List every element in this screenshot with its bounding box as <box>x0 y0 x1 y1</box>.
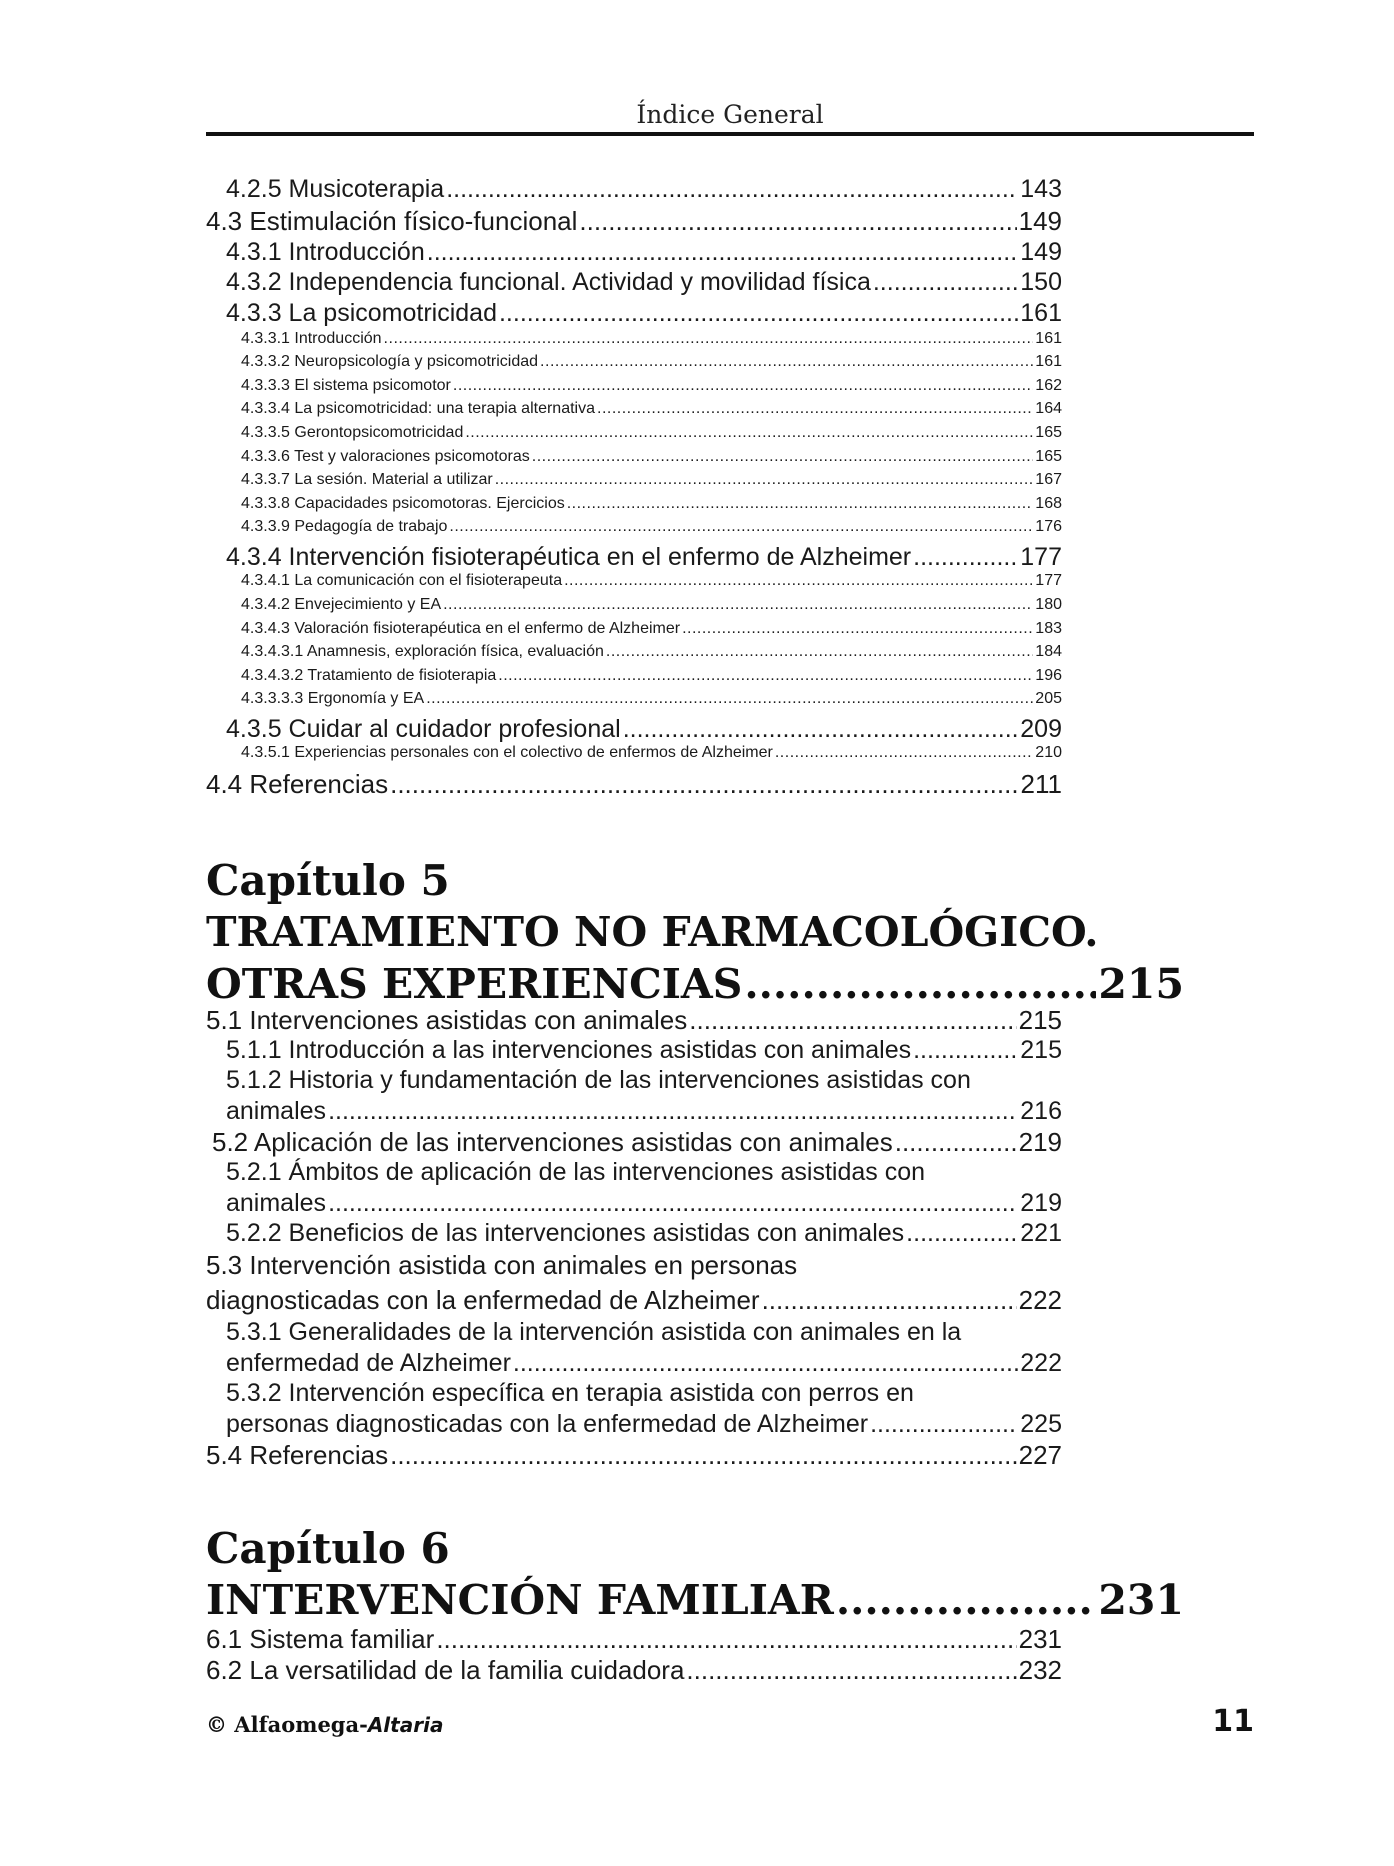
toc-entry-title: 6.1 Sistema familiar <box>206 1624 435 1654</box>
toc-entry-title: 4.3.3.3 El sistema psicomotor <box>241 377 451 394</box>
toc-entry-title: 5.1 Intervenciones asistidas con animales <box>206 1005 688 1035</box>
toc-entry-title: 4.3.3.9 Pedagogía de trabajo <box>241 518 448 535</box>
toc-entry-page: 161 <box>1020 299 1062 327</box>
toc-entry-title: enfermedad de Alzheimer <box>226 1349 511 1377</box>
toc-entry[interactable] <box>206 1624 1062 1655</box>
toc-leader <box>623 715 1019 744</box>
toc-leader <box>775 744 1033 762</box>
toc-entry-title: 5.2.2 Beneficios de las intervenciones asistidas con animales <box>226 1219 905 1247</box>
toc-entry[interactable] <box>226 543 1062 572</box>
toc-entry-title: 4.3.4.3.2 Tratamiento de fisioterapia <box>241 667 497 684</box>
toc-entry-page: 225 <box>1020 1410 1062 1438</box>
toc-entry-page: 216 <box>1020 1097 1062 1125</box>
toc-entry-title: 5.4 Referencias <box>206 1440 389 1470</box>
toc-entry[interactable] <box>206 1655 1062 1686</box>
toc-entry-page: 167 <box>1035 471 1062 488</box>
toc-leader <box>390 1440 1017 1471</box>
toc-entry-title: animales <box>226 1189 327 1217</box>
toc-entry-page: 231 <box>1018 1624 1062 1654</box>
running-head: Índice General <box>636 100 824 129</box>
toc-entry-title: 4.3.4.2 Envejecimiento y EA <box>241 596 442 613</box>
toc-entry-page: 161 <box>1035 330 1062 347</box>
toc-entry[interactable] <box>206 1285 1062 1316</box>
toc-entry[interactable] <box>241 620 1062 638</box>
toc-entry[interactable] <box>241 596 1062 614</box>
toc-entry-page: 196 <box>1035 667 1062 684</box>
toc-leader <box>906 1219 1018 1248</box>
toc-entry[interactable] <box>241 330 1062 348</box>
toc-entry-page: 161 <box>1035 353 1062 370</box>
toc-entry-title: 4.3.1 Introducción <box>226 238 425 266</box>
toc-leader <box>453 377 1033 395</box>
toc-entry[interactable] <box>206 1440 1062 1471</box>
toc-entry[interactable] <box>226 1349 1062 1378</box>
toc-entry-page: 211 <box>1020 769 1062 799</box>
toc-entry[interactable] <box>226 299 1062 328</box>
chapter-6-title-entry[interactable] <box>206 1576 1184 1624</box>
toc-entry[interactable] <box>212 1127 1062 1158</box>
toc-entry-title: 4.3.5 Cuidar al cuidador profesional <box>226 715 621 743</box>
toc-entry[interactable] <box>226 238 1062 267</box>
toc-entry[interactable] <box>206 1005 1062 1036</box>
toc-entry-title: personas diagnosticadas con la enfermedad de Alzheimer <box>226 1410 869 1438</box>
toc-entry-page: 222 <box>1020 1349 1062 1377</box>
toc-entry[interactable] <box>206 206 1062 237</box>
toc-entry-title: 5.2 Aplicación de las intervenciones asistidas con animales <box>212 1127 893 1157</box>
toc-entry-page: 150 <box>1020 268 1062 296</box>
toc-entry[interactable] <box>241 471 1062 489</box>
toc-leader <box>328 1097 1018 1126</box>
toc-entry-title: 4.3.3.1 Introducción <box>241 330 382 347</box>
toc-leader <box>682 620 1033 638</box>
toc-leader <box>449 518 1033 536</box>
toc-entry-title-line1: 5.3.1 Generalidades de la intervención asistida con animales en la <box>226 1318 962 1346</box>
header-rule <box>206 132 1254 136</box>
toc-entry-page: 219 <box>1020 1189 1062 1217</box>
toc-entry-page: 205 <box>1035 690 1062 707</box>
toc-entry-title: 4.4 Referencias <box>206 769 389 799</box>
toc-entry-page: 165 <box>1035 448 1062 465</box>
toc-entry-page: 219 <box>1018 1127 1062 1157</box>
toc-entry-page: 210 <box>1035 744 1062 761</box>
toc-entry-page: 180 <box>1035 596 1062 613</box>
toc-entry[interactable] <box>226 1036 1062 1065</box>
toc-entry-title: 4.3.3.3.3 Ergonomía y EA <box>241 690 425 707</box>
toc-leader <box>465 424 1033 442</box>
toc-entry-page: 177 <box>1035 572 1062 589</box>
toc-leader <box>597 400 1033 418</box>
toc-entry-title: animales <box>226 1097 327 1125</box>
toc-leader <box>564 572 1033 590</box>
toc-leader <box>913 543 1018 572</box>
toc-entry[interactable] <box>241 643 1062 661</box>
toc-leader <box>384 330 1034 348</box>
toc-entry[interactable] <box>206 769 1062 800</box>
toc-entry-page: 183 <box>1035 620 1062 637</box>
toc-leader <box>532 448 1034 466</box>
toc-leader <box>499 299 1018 328</box>
toc-entry-title: 4.3.3.2 Neuropsicología y psicomotricidad <box>241 353 539 370</box>
toc-entry-title-line1: 5.3.2 Intervención específica en terapia asistida con perros en <box>226 1379 914 1407</box>
toc-leader <box>495 471 1034 489</box>
toc-leader <box>436 1624 1016 1655</box>
toc-leader <box>427 238 1019 267</box>
toc-entry[interactable] <box>241 400 1062 418</box>
toc-leader <box>873 268 1018 297</box>
toc-entry[interactable] <box>226 175 1062 204</box>
toc-entry-title: 4.3.5.1 Experiencias personales con el colectivo de enfermos de Alzheimer <box>241 744 773 761</box>
copyright-text: © Alfaomega- <box>206 1712 368 1737</box>
toc-entry-page: 143 <box>1020 175 1062 203</box>
toc-entry[interactable] <box>241 448 1062 466</box>
toc-leader <box>686 1655 1016 1686</box>
toc-leader <box>446 175 1018 204</box>
toc-entry[interactable] <box>241 667 1062 685</box>
toc-entry-title: 6.2 La versatilidad de la familia cuidadora <box>206 1655 685 1685</box>
toc-entry-title: 4.3.4 Intervención fisioterapéutica en el enfermo de Alzheimer <box>226 543 912 571</box>
toc-leader <box>513 1349 1018 1378</box>
toc-entry-title: 4.3.3.7 La sesión. Material a utilizar <box>241 471 493 488</box>
toc-entry-title: 5.1.1 Introducción a las intervenciones asistidas con animales <box>226 1036 912 1064</box>
toc-entry-page: 222 <box>1018 1285 1062 1315</box>
toc-leader <box>390 769 1018 800</box>
toc-entry[interactable] <box>226 1219 1062 1248</box>
toc-entry[interactable] <box>226 1410 1062 1439</box>
toc-entry[interactable] <box>241 518 1062 536</box>
toc-leader <box>913 1036 1018 1065</box>
toc-entry-title: 4.3.3.5 Gerontopsicomotricidad <box>241 424 464 441</box>
toc-entry-title: 4.3.2 Independencia funcional. Actividad y movilidad física <box>226 268 871 296</box>
toc-entry[interactable] <box>241 744 1062 762</box>
toc-entry[interactable] <box>241 377 1062 395</box>
toc-entry-title: 4.2.5 Musicoterapia <box>226 175 445 203</box>
toc-entry[interactable] <box>241 572 1062 590</box>
toc-entry-title: diagnosticadas con la enfermedad de Alzheimer <box>206 1285 760 1315</box>
toc-entry-title: 4.3.4.1 La comunicación con el fisioterapeuta <box>241 572 563 589</box>
toc-entry-title: 4.3.3.4 La psicomotricidad: una terapia alternativa <box>241 400 595 417</box>
chapter-5-page: 215 <box>1098 960 1184 1008</box>
chapter-6-title: INTERVENCIÓN FAMILIAR <box>206 1576 834 1624</box>
toc-entry-title: 4.3.3.8 Capacidades psicomotoras. Ejercicios <box>241 495 565 512</box>
toc-entry-page: 165 <box>1035 424 1062 441</box>
toc-entry[interactable] <box>226 715 1062 744</box>
toc-leader <box>498 667 1033 685</box>
toc-entry[interactable] <box>226 1097 1062 1126</box>
toc-leader <box>836 1576 1097 1624</box>
toc-entry-title: 4.3.3 La psicomotricidad <box>226 299 497 327</box>
toc-leader <box>895 1127 1017 1158</box>
toc-leader <box>443 596 1033 614</box>
toc-entry-page: 176 <box>1035 518 1062 535</box>
toc-entry[interactable] <box>241 353 1062 371</box>
toc-entry-page: 232 <box>1018 1655 1062 1685</box>
publisher-brand: Altaria <box>367 1713 444 1737</box>
toc-entry-page: 162 <box>1035 377 1062 394</box>
toc-entry-title-line1: 5.1.2 Historia y fundamentación de las intervenciones asistidas con <box>226 1066 971 1094</box>
toc-entry-title: 4.3.3.6 Test y valoraciones psicomotoras <box>241 448 530 465</box>
toc-entry-title: 4.3.4.3.1 Anamnesis, exploración física, evaluación <box>241 643 604 660</box>
toc-entry[interactable] <box>241 495 1062 513</box>
toc-leader <box>744 960 1096 1008</box>
chapter-6-page: 231 <box>1098 1576 1184 1624</box>
toc-entry-page: 168 <box>1035 495 1062 512</box>
toc-leader <box>762 1285 1017 1316</box>
toc-entry-page: 221 <box>1020 1219 1062 1247</box>
toc-entry-page: 209 <box>1020 715 1062 743</box>
page-number: 11 <box>1212 1704 1254 1739</box>
toc-entry-title: 4.3 Estimulación físico-funcional <box>206 206 578 236</box>
toc-leader <box>328 1189 1018 1218</box>
toc-entry-title-line1: 5.2.1 Ámbitos de aplicación de las intervenciones asistidas con <box>226 1158 926 1186</box>
toc-leader <box>567 495 1034 513</box>
footer-copyright <box>206 1712 443 1737</box>
chapter-5-title-entry[interactable] <box>206 960 1184 1008</box>
toc-leader <box>426 690 1033 708</box>
toc-entry[interactable] <box>226 268 1062 297</box>
toc-entry-page: 164 <box>1035 400 1062 417</box>
toc-entry-page: 184 <box>1035 643 1062 660</box>
toc-entry-page: 149 <box>1020 238 1062 266</box>
chapter-5-title-line1: TRATAMIENTO NO FARMACOLÓGICO. <box>206 908 1099 956</box>
toc-entry[interactable] <box>241 424 1062 442</box>
toc-entry-page: 177 <box>1020 543 1062 571</box>
chapter-5-label: Capítulo 5 <box>206 856 450 905</box>
toc-entry-title-line1: 5.3 Intervención asistida con animales en personas <box>206 1250 798 1280</box>
toc-leader <box>579 206 1016 237</box>
toc-leader <box>540 353 1033 371</box>
toc-entry-page: 227 <box>1018 1440 1062 1470</box>
toc-entry-page: 149 <box>1018 206 1062 236</box>
chapter-6-label: Capítulo 6 <box>206 1524 450 1573</box>
toc-leader <box>870 1410 1018 1439</box>
toc-leader <box>606 643 1033 661</box>
toc-entry[interactable] <box>226 1189 1062 1218</box>
toc-entry-title: 4.3.4.3 Valoración fisioterapéutica en el enfermo de Alzheimer <box>241 620 681 637</box>
toc-entry-page: 215 <box>1018 1005 1062 1035</box>
toc-leader <box>689 1005 1016 1036</box>
chapter-5-title-line2: OTRAS EXPERIENCIAS <box>206 960 743 1008</box>
toc-entry[interactable] <box>241 690 1062 708</box>
toc-entry-page: 215 <box>1020 1036 1062 1064</box>
